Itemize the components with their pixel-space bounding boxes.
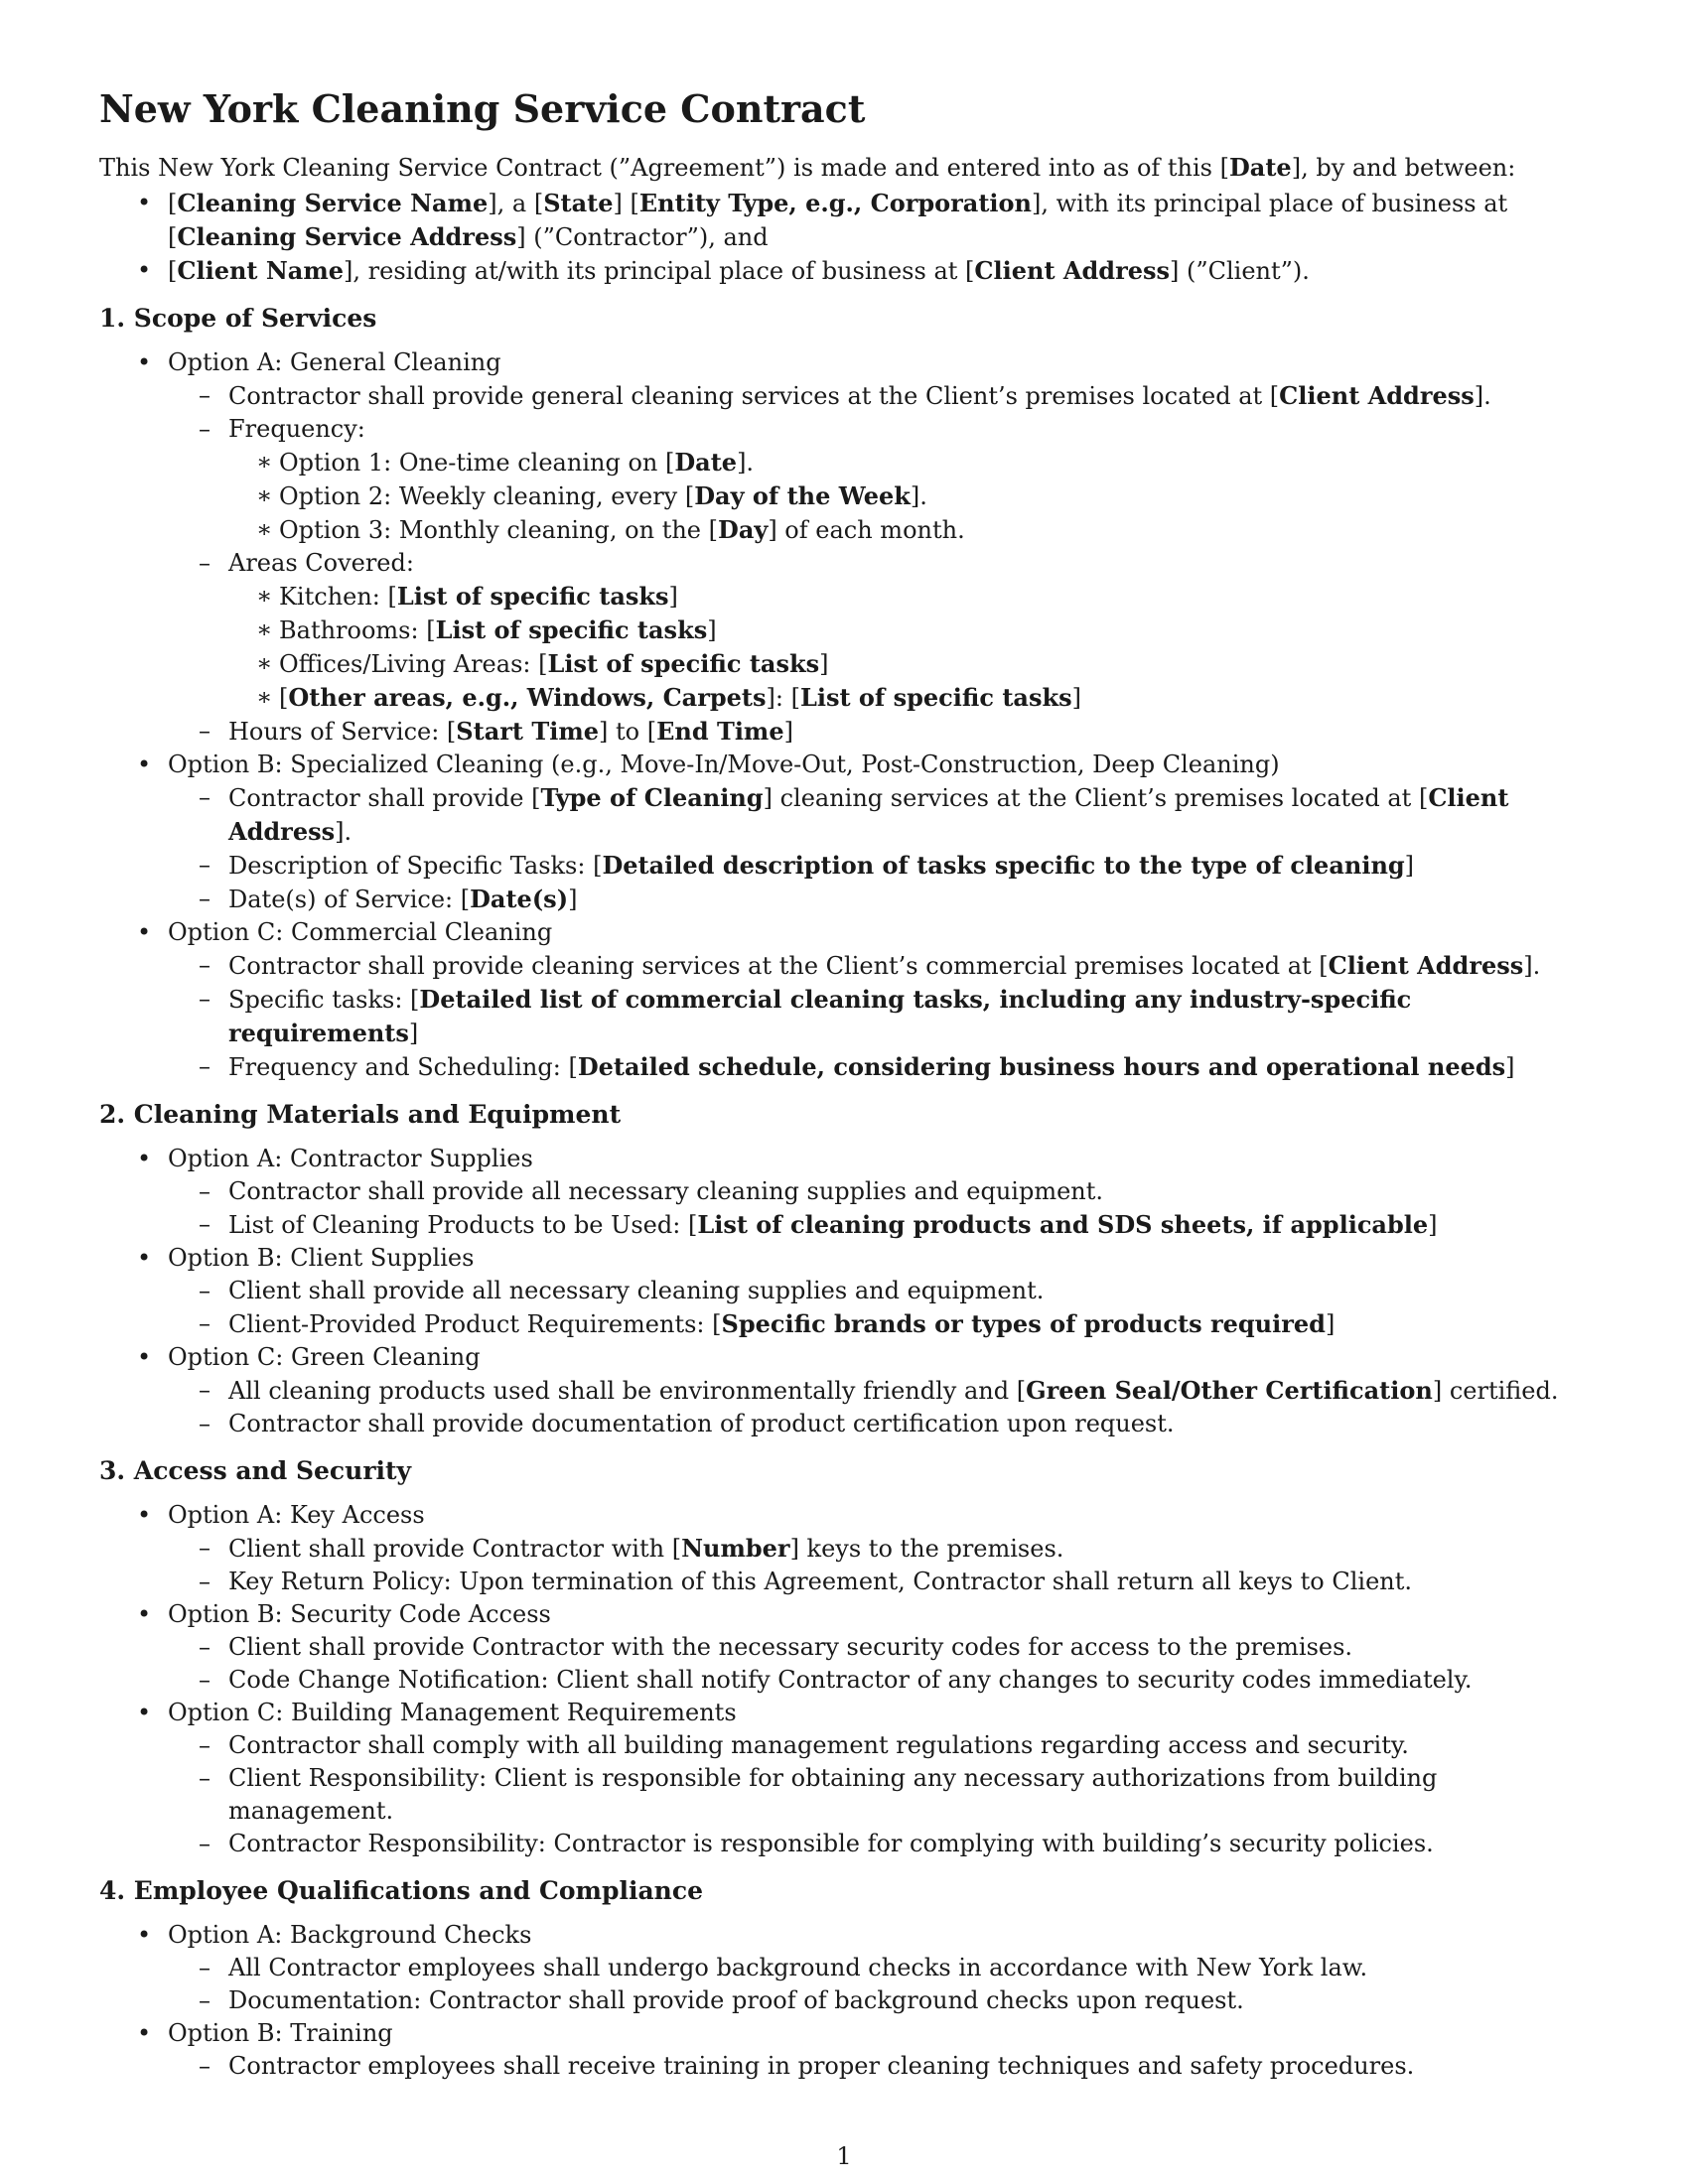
list-item xyxy=(99,1919,1589,2017)
sub-list xyxy=(168,1175,1589,1242)
section-1-options xyxy=(99,346,1589,1084)
text: List of Cleaning Products to be Used: [ xyxy=(228,1211,698,1239)
list-item xyxy=(99,346,1589,749)
text: [ xyxy=(168,190,178,217)
list-item xyxy=(168,1050,1589,1084)
option-label: Option A: Key Access xyxy=(168,1501,425,1529)
option-label: Option C: Building Management Requirements xyxy=(168,1699,737,1726)
placeholder: Entity Type, e.g., Corporation xyxy=(638,189,1033,217)
sub-list xyxy=(168,1729,1589,1860)
list-item: – Client shall provide Contractor with the necessary security codes for access to the premises. xyxy=(168,1631,1589,1664)
text: [ xyxy=(279,684,289,712)
text: ], residing at/with its principal place of business at [ xyxy=(344,257,975,285)
sub-list xyxy=(168,1952,1589,2017)
list-item xyxy=(99,1341,1589,1440)
placeholder: Client Address xyxy=(228,783,1509,846)
list-item xyxy=(228,580,1589,614)
text: ] xyxy=(1404,852,1415,880)
list-item xyxy=(168,715,1589,749)
placeholder: Client Name xyxy=(177,256,345,285)
placeholder: Start Time xyxy=(456,717,599,746)
text: ]. xyxy=(1474,382,1491,410)
text: ] (”Contractor”), and xyxy=(516,223,769,251)
text: ] xyxy=(1325,1310,1336,1338)
section-heading: 1. Scope of Services xyxy=(99,304,377,333)
placeholder: Client Address xyxy=(974,256,1171,285)
text: ], a [ xyxy=(488,190,544,217)
text: ] xyxy=(1428,1211,1438,1239)
text: Frequency: xyxy=(228,415,365,443)
parties-list xyxy=(99,187,1589,288)
text: Bathrooms: [ xyxy=(279,616,436,644)
list-item: – Contractor shall comply with all building management regulations regarding access and security. xyxy=(168,1729,1589,1762)
text: ]. xyxy=(335,818,352,846)
text: Areas Covered: xyxy=(228,549,414,577)
placeholder: Date xyxy=(674,448,738,477)
list-item: – All Contractor employees shall undergo background checks in accordance with New York law. xyxy=(168,1952,1589,1984)
party-contractor xyxy=(99,187,1589,254)
list-item xyxy=(99,1598,1589,1697)
option-label: Option B: Security Code Access xyxy=(168,1600,551,1628)
placeholder: Cleaning Service Address xyxy=(177,222,517,251)
placeholder: List of specific tasks xyxy=(799,683,1072,712)
text: Kitchen: [ xyxy=(279,583,397,611)
sub-list xyxy=(168,379,1589,749)
placeholder: Detailed description of tasks specific to the type of cleaning xyxy=(602,851,1405,880)
list-item xyxy=(99,1242,1589,1341)
intro-text-end: ], by and between: xyxy=(1291,154,1516,182)
section-heading: 3. Access and Security xyxy=(99,1456,412,1485)
placeholder: Cleaning Service Name xyxy=(177,189,489,217)
list-item: – Contractor employees shall receive training in proper cleaning techniques and safety procedures. xyxy=(168,2050,1589,2083)
sub-list xyxy=(168,781,1589,916)
option-label: Option B: Training xyxy=(168,2019,393,2047)
list-item xyxy=(168,1532,1589,1566)
sub-list xyxy=(168,1532,1589,1598)
text: ]. xyxy=(1523,952,1541,980)
placeholder: State xyxy=(543,189,614,217)
text: Contractor shall provide general cleaning services at the Client’s premises located at [ xyxy=(228,382,1280,410)
list-item xyxy=(228,614,1589,647)
text: Option 1: One-time cleaning on [ xyxy=(279,449,675,477)
document-page xyxy=(99,85,1589,2083)
section-heading: 4. Employee Qualifications and Compliance xyxy=(99,1876,703,1905)
text: ] keys to the premises. xyxy=(789,1535,1064,1563)
list-item xyxy=(168,1307,1589,1341)
text: Option 2: Weekly cleaning, every [ xyxy=(279,482,695,510)
list-item: – Contractor Responsibility: Contractor is responsible for complying with building’s security policies. xyxy=(168,1828,1589,1860)
list-item: – Client Responsibility: Client is responsible for obtaining any necessary authorizations from building management. xyxy=(168,1762,1589,1828)
placeholder: Other areas, e.g., Windows, Carpets xyxy=(288,683,767,712)
text: Frequency and Scheduling: [ xyxy=(228,1053,578,1081)
placeholder: Detailed list of commercial cleaning tasks, including any industry-specific requirements xyxy=(228,985,1412,1047)
sub-list xyxy=(168,949,1589,1084)
placeholder: Detailed schedule, considering business hours and operational needs xyxy=(577,1052,1506,1081)
text: All cleaning products used shall be environmentally friendly and [ xyxy=(228,1377,1027,1405)
list-item xyxy=(168,1374,1589,1408)
option-label: Option B: Client Supplies xyxy=(168,1244,475,1272)
text: Specific tasks: [ xyxy=(228,986,420,1014)
placeholder: Client Address xyxy=(1328,951,1524,980)
text: ] xyxy=(707,616,717,644)
list-item: – Client shall provide all necessary cleaning supplies and equipment. xyxy=(168,1275,1589,1307)
list-item xyxy=(168,379,1589,413)
placeholder: Day xyxy=(718,515,769,544)
sub-list xyxy=(168,1631,1589,1697)
section-2-options xyxy=(99,1143,1589,1440)
text: ], with its principal place of business at [ xyxy=(168,190,1508,251)
text: ] xyxy=(408,1020,419,1047)
placeholder: List of specific tasks xyxy=(435,615,708,644)
text: ] of each month. xyxy=(768,516,965,544)
list-item xyxy=(168,949,1589,983)
list-item xyxy=(228,647,1589,681)
text: Client-Provided Product Requirements: [ xyxy=(228,1310,722,1338)
list-item xyxy=(228,513,1589,547)
list-item xyxy=(99,749,1589,916)
page-title: New York Cleaning Service Contract xyxy=(99,86,866,131)
section-4-options xyxy=(99,1919,1589,2083)
list-item xyxy=(99,2017,1589,2083)
text: ] [ xyxy=(613,190,639,217)
sub-sub-list xyxy=(228,580,1589,715)
list-item: – Contractor shall provide documentation of product certification upon request. xyxy=(168,1408,1589,1440)
text: ] cleaning services at the Client’s premises located at [ xyxy=(763,784,1429,812)
list-item xyxy=(168,883,1589,916)
text: ]: [ xyxy=(766,684,800,712)
party-client xyxy=(99,254,1589,288)
list-item xyxy=(99,916,1589,1084)
text: ] xyxy=(668,583,678,611)
placeholder: Day of the Week xyxy=(694,481,911,510)
list-item xyxy=(228,479,1589,513)
option-label: Option C: Green Cleaning xyxy=(168,1343,481,1371)
list-item: – Code Change Notification: Client shall notify Contractor of any changes to security codes immediately. xyxy=(168,1664,1589,1697)
option-label: Option C: Commercial Cleaning xyxy=(168,918,553,946)
list-item: – Key Return Policy: Upon termination of this Agreement, Contractor shall return all keys to Client. xyxy=(168,1566,1589,1598)
list-item xyxy=(168,849,1589,883)
option-label: Option A: Contractor Supplies xyxy=(168,1145,533,1172)
section-heading: 2. Cleaning Materials and Equipment xyxy=(99,1100,622,1129)
option-label: Option B: Specialized Cleaning (e.g., Move-In/Move-Out, Post-Construction, Deep Cleaning) xyxy=(168,751,1280,778)
intro-text: This New York Cleaning Service Contract (”Agreement”) is made and entered into as of this [ xyxy=(99,154,1229,182)
placeholder: List of specific tasks xyxy=(547,649,820,678)
text: Date(s) of Service: [ xyxy=(228,886,471,913)
date-placeholder: Date xyxy=(1228,153,1292,182)
text: ] to [ xyxy=(599,718,657,746)
placeholder: Green Seal/Other Certification xyxy=(1026,1376,1433,1405)
text: [ xyxy=(168,257,178,285)
text: ] (”Client”). xyxy=(1170,257,1310,285)
list-item xyxy=(228,681,1589,715)
list-item: – Contractor shall provide all necessary cleaning supplies and equipment. xyxy=(168,1175,1589,1208)
list-item xyxy=(168,781,1589,849)
list-item xyxy=(99,1499,1589,1598)
text: ] xyxy=(783,718,793,746)
option-label: Option A: Background Checks xyxy=(168,1921,532,1949)
text: Contractor shall provide [ xyxy=(228,784,541,812)
list-item xyxy=(168,983,1589,1050)
placeholder: Number xyxy=(681,1534,790,1563)
intro-paragraph xyxy=(99,151,1589,185)
list-item xyxy=(99,1697,1589,1860)
list-item xyxy=(168,1208,1589,1242)
list-item xyxy=(168,547,1589,715)
text: Client shall provide Contractor with [ xyxy=(228,1535,682,1563)
page-number: 1 xyxy=(836,2142,852,2170)
list-item xyxy=(228,446,1589,479)
placeholder: Date(s) xyxy=(470,885,569,913)
list-item xyxy=(168,413,1589,547)
text: Hours of Service: [ xyxy=(228,718,457,746)
placeholder: End Time xyxy=(656,717,784,746)
placeholder: Client Address xyxy=(1279,381,1475,410)
text: ] xyxy=(819,650,829,678)
sub-list xyxy=(168,1275,1589,1341)
text: Option 3: Monthly cleaning, on the [ xyxy=(279,516,718,544)
text: ] xyxy=(1505,1053,1515,1081)
text: ]. xyxy=(737,449,755,477)
text: ] certified. xyxy=(1432,1377,1559,1405)
text: ]. xyxy=(910,482,927,510)
text: Contractor shall provide cleaning services at the Client’s commercial premises located at [ xyxy=(228,952,1329,980)
text: ] xyxy=(1071,684,1081,712)
sub-sub-list xyxy=(228,446,1589,547)
text: Offices/Living Areas: [ xyxy=(279,650,548,678)
option-label: Option A: General Cleaning xyxy=(168,348,501,376)
text: Description of Specific Tasks: [ xyxy=(228,852,603,880)
section-3-options xyxy=(99,1499,1589,1860)
placeholder: Type of Cleaning xyxy=(540,783,764,812)
placeholder: List of cleaning products and SDS sheets, if applicable xyxy=(697,1210,1429,1239)
placeholder: Specific brands or types of products required xyxy=(721,1309,1326,1338)
list-item: – Documentation: Contractor shall provide proof of background checks upon request. xyxy=(168,1984,1589,2017)
placeholder: List of specific tasks xyxy=(396,582,669,611)
list-item xyxy=(99,1143,1589,1242)
sub-list xyxy=(168,2050,1589,2083)
text: ] xyxy=(568,886,578,913)
sub-list xyxy=(168,1374,1589,1440)
